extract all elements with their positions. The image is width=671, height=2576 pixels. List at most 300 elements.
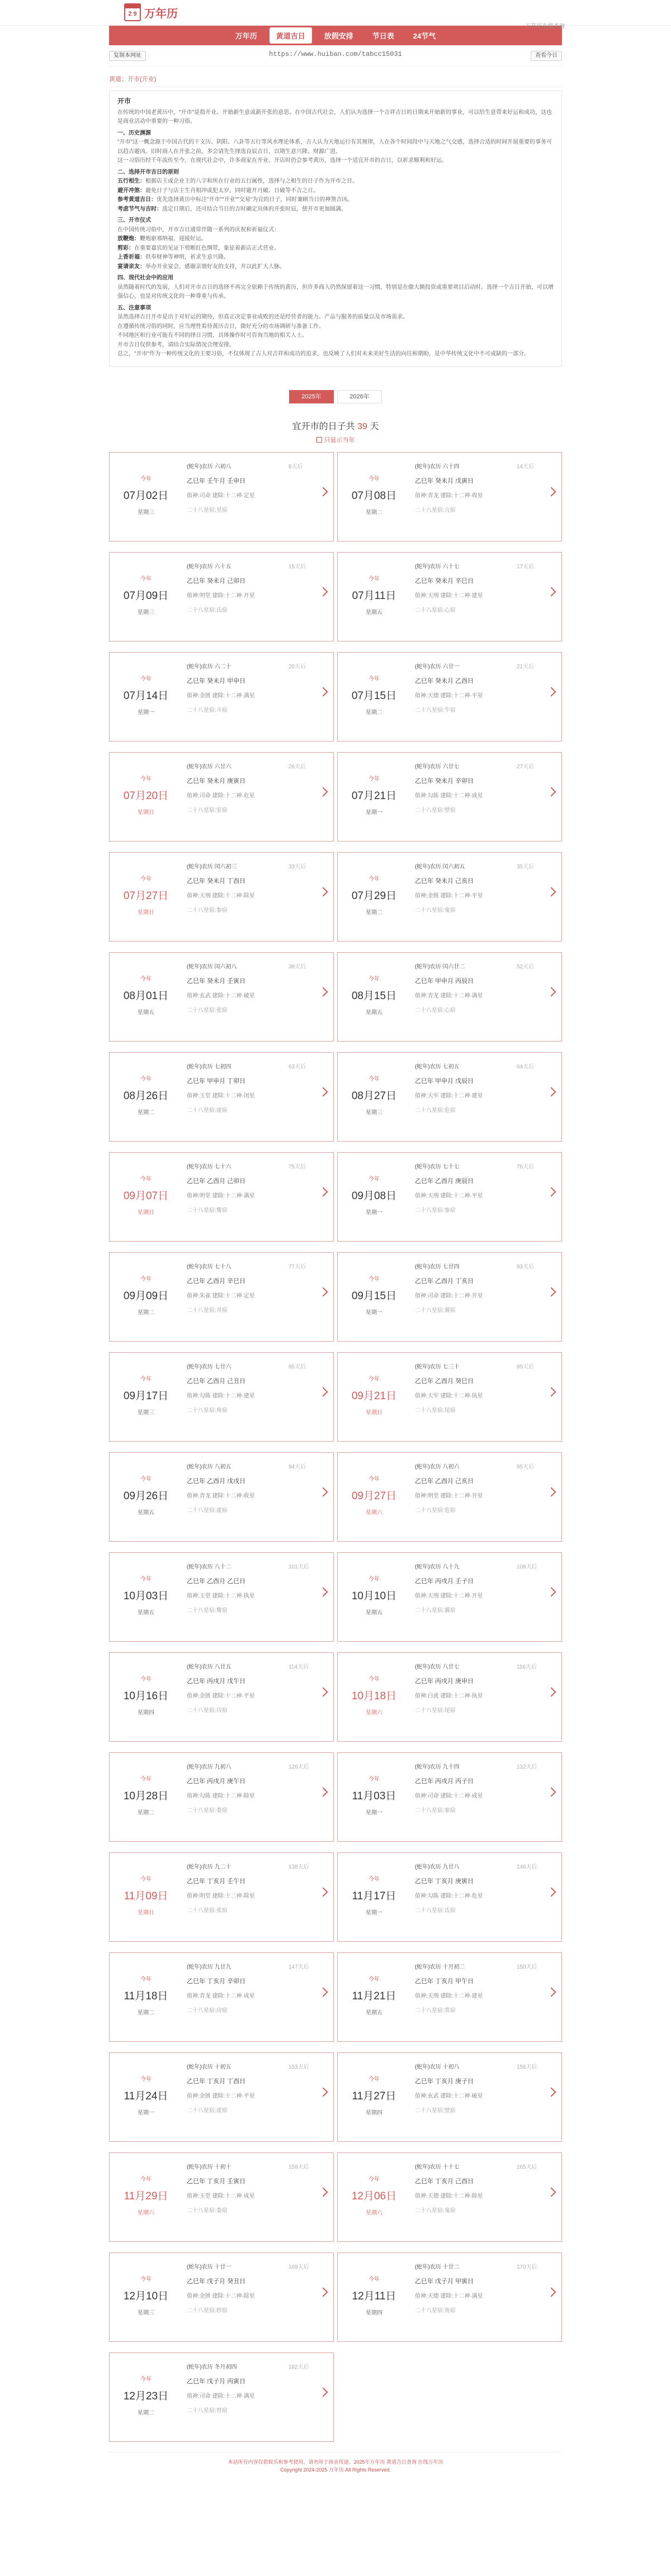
- day-card[interactable]: [109, 952, 334, 1042]
- card-mansion: 二十八星宿:斗宿: [187, 707, 228, 714]
- section-heading: 一、历史渊源: [117, 130, 151, 136]
- chevron-right-icon: [547, 1787, 556, 1796]
- chevron-right-icon: [547, 1687, 556, 1696]
- calendar-icon: 2 9: [124, 3, 141, 21]
- year-tabs: [109, 390, 562, 403]
- day-card[interactable]: [109, 2052, 334, 2142]
- section-item: [117, 205, 554, 215]
- card-date-block: [110, 2053, 182, 2141]
- tab-year[interactable]: 2025年: [289, 390, 334, 403]
- card-mansion: 二十八星宿:尾宿: [415, 1707, 456, 1714]
- card-lunar-date: (蛇年)农历 七十七: [415, 1163, 460, 1170]
- card-days-later: 75天后: [289, 1163, 306, 1170]
- day-card[interactable]: [109, 1152, 334, 1242]
- item-text: 选定日期后，还可结合当日的吉时确定具体的开张时辰，使开市更加圆满。: [162, 206, 347, 212]
- card-lunar-date: (蛇年)农历 六廿一: [415, 663, 460, 670]
- footer: [109, 2452, 562, 2480]
- card-ganzhi: 乙巳年 丁亥月 壬寅日: [187, 2178, 246, 2185]
- card-days-later: 14天后: [517, 463, 535, 470]
- card-date: 11月09日: [124, 1890, 168, 1902]
- card-duty-god: 值神:天刑 建除:十二神·除星: [187, 892, 255, 899]
- hide-past-label: 只显示当年: [324, 436, 355, 444]
- card-lunar-date: (蛇年)农历 六十五: [187, 563, 231, 570]
- card-duty-god: 值神:青龙 建除:十二神·收星: [415, 492, 483, 499]
- card-weekday: 星期日: [366, 1409, 382, 1416]
- card-duty-god: 值神:金匮 建除:十二神·平星: [187, 1693, 255, 1699]
- nav-item[interactable]: 放假安排: [324, 32, 353, 40]
- day-card[interactable]: [109, 752, 334, 842]
- card-lunar-date: (蛇年)农历 八廿五: [187, 1664, 231, 1670]
- tab-year[interactable]: 2026年: [337, 390, 382, 403]
- section-item: [117, 226, 554, 235]
- card-mansion: 二十八星宿:壁宿: [415, 807, 456, 814]
- card-lunar-date: (蛇年)农历 七十六: [187, 1163, 231, 1170]
- card-date: 09月09日: [123, 1290, 169, 1302]
- card-lunar-date: (蛇年)农历 十廿二: [415, 2264, 460, 2270]
- card-year-label: 今年: [140, 776, 152, 782]
- card-year-label: 今年: [368, 2276, 380, 2283]
- card-date-block: [338, 553, 410, 641]
- card-mansion: 二十八星宿:胃宿: [187, 2407, 228, 2414]
- card-days-later: 35天后: [517, 863, 535, 870]
- chevron-right-icon: [547, 1487, 556, 1496]
- card-lunar-date: (蛇年)农历 十廿一: [187, 2264, 231, 2270]
- card-date: 09月27日: [351, 1490, 397, 1502]
- card-ganzhi: 乙巳年 癸未月 戊寅日: [415, 477, 474, 484]
- chevron-right-icon: [319, 2187, 328, 2197]
- day-card[interactable]: [109, 2152, 334, 2242]
- card-date-block: [110, 2353, 182, 2441]
- card-weekday: 星期一: [138, 709, 154, 716]
- card-duty-god: 值神:明堂 建除:十二神·满星: [187, 1192, 255, 1199]
- card-days-later: 89天后: [517, 1363, 535, 1370]
- card-year-label: 今年: [140, 2376, 152, 2383]
- card-mansion: 二十八星宿:箕宿: [415, 2007, 456, 2014]
- item-label: 避开冲煞：: [117, 187, 145, 194]
- card-mansion: 二十八星宿:氐宿: [415, 1907, 456, 1914]
- card-weekday: 星期一: [366, 809, 382, 816]
- card-days-later: 114天后: [289, 1664, 309, 1670]
- card-year-label: 今年: [140, 1176, 152, 1182]
- card-days-later: 132天后: [517, 1764, 537, 1770]
- card-lunar-date: (蛇年)农历 九二十: [187, 1864, 231, 1870]
- card-lunar-date: (蛇年)农历 六二十: [187, 663, 231, 670]
- chevron-right-icon: [547, 1287, 556, 1296]
- card-mansion: 二十八星宿:娄宿: [187, 1807, 228, 1814]
- card-date-block: [338, 1053, 410, 1141]
- card-weekday: 星期二: [138, 1109, 154, 1116]
- card-weekday: 星期二: [138, 2409, 154, 2416]
- item-label: 放鞭炮：: [117, 236, 140, 242]
- card-duty-god: 值神:司命 建除:十二神·定星: [187, 492, 255, 499]
- card-weekday: 星期五: [366, 1609, 382, 1616]
- card-lunar-date: (蛇年)农历 七初四: [187, 1063, 231, 1070]
- section-item: [117, 235, 554, 244]
- chevron-right-icon: [319, 1987, 328, 1997]
- card-days-later: 8天后: [289, 463, 303, 470]
- card-mansion: 二十八星宿:张宿: [187, 1907, 228, 1914]
- card-date: 10月18日: [351, 1690, 397, 1702]
- card-duty-god: 值神:司命 建除:十二神·危星: [187, 792, 255, 799]
- card-weekday: 星期一: [366, 1309, 382, 1316]
- day-card[interactable]: [337, 1352, 562, 1442]
- card-date: 08月26日: [123, 1090, 169, 1102]
- day-card[interactable]: [109, 1352, 334, 1442]
- card-days-later: 83天后: [517, 1263, 535, 1270]
- summary-count: 39: [357, 421, 367, 431]
- copy-url-button[interactable]: 复制本网址: [109, 51, 146, 61]
- card-date: 07月11日: [352, 590, 396, 602]
- day-card[interactable]: [337, 1652, 562, 1742]
- today-button[interactable]: 查看今日: [531, 51, 562, 61]
- section-heading: 三、开市仪式: [117, 217, 151, 224]
- item-label: 参考黄道吉日：: [117, 197, 157, 203]
- card-duty-god: 值神:司命 建除:十二神·开星: [415, 1292, 483, 1299]
- card-year-label: 今年: [368, 976, 380, 982]
- card-lunar-date: (蛇年)农历 七初五: [415, 1063, 460, 1070]
- card-days-later: 17天后: [517, 563, 535, 570]
- chevron-right-icon: [547, 1087, 556, 1096]
- day-card[interactable]: [337, 2152, 562, 2242]
- nav-item[interactable]: 万年历: [235, 32, 257, 40]
- card-days-later: 21天后: [517, 663, 535, 670]
- card-weekday: 星期五: [138, 1609, 154, 1616]
- day-list: [109, 452, 562, 2442]
- card-lunar-date: (蛇年)农历 冬月初四: [187, 2364, 237, 2370]
- card-date-block: [110, 453, 182, 541]
- card-ganzhi: 乙巳年 癸未月 丁酉日: [187, 877, 246, 885]
- card-weekday: 星期三: [138, 2309, 154, 2316]
- card-date: 09月15日: [351, 1290, 397, 1302]
- card-weekday: 星期五: [366, 1009, 382, 1016]
- card-date-block: [110, 1853, 182, 1941]
- section-heading: 二、选择开市吉日的原则: [117, 169, 179, 175]
- day-card[interactable]: [109, 1252, 334, 1342]
- card-date-block: [110, 1653, 182, 1741]
- card-lunar-date: (蛇年)农历 六十四: [415, 463, 460, 470]
- card-lunar-date: (蛇年)农历 闰六初八: [187, 963, 237, 970]
- item-text: 供奉财神等神明，祈求生意兴隆。: [145, 254, 229, 260]
- card-date-block: [110, 1053, 182, 1141]
- card-lunar-date: (蛇年)农历 八初五: [187, 1463, 231, 1470]
- breadcrumb[interactable]: 黄道：开市(开业): [109, 74, 562, 87]
- day-card[interactable]: [337, 1552, 562, 1642]
- article-intro: 在传统的中国老黄历中，"开市"是指开业、开始新生意或新开张的意思。在中国古代社会，人们认为选择一个吉祥吉日的日期来开始新的事业，可以给生意带来好运和成功，这也是商业活动中重要的一种习俗。: [117, 109, 552, 125]
- card-days-later: 101天后: [289, 1563, 309, 1570]
- section-item: [117, 253, 554, 263]
- card-date: 09月08日: [351, 1190, 397, 1202]
- card-mansion: 二十八星宿:虚宿: [187, 1507, 228, 1514]
- card-year-label: 今年: [140, 2176, 152, 2183]
- card-days-later: 182天后: [289, 2364, 309, 2370]
- card-date-block: [338, 1653, 410, 1741]
- card-duty-god: 值神:天刑 建除:十二神·建星: [415, 1993, 483, 1999]
- item-text: 举办开业宴会，感谢亲朋好友的支持，并以此扩大人脉。: [145, 263, 285, 270]
- day-card[interactable]: [337, 1452, 562, 1542]
- card-weekday: 星期四: [366, 2109, 382, 2116]
- card-date-block: [338, 853, 410, 941]
- card-ganzhi: 乙巳年 丙戌月 戊午日: [187, 1677, 246, 1685]
- day-card[interactable]: [109, 1652, 334, 1742]
- section-item: [117, 244, 554, 254]
- day-card[interactable]: [109, 552, 334, 641]
- card-date: 12月11日: [352, 2290, 396, 2302]
- card-weekday: 星期四: [366, 2309, 382, 2316]
- card-date: 11月27日: [352, 2090, 396, 2102]
- chevron-right-icon: [319, 1587, 328, 1596]
- card-date: 07月21日: [351, 790, 397, 802]
- card-days-later: 146天后: [517, 1864, 537, 1870]
- chevron-right-icon: [547, 1887, 556, 1897]
- day-card[interactable]: [109, 852, 334, 942]
- card-mansion: 二十八星宿:室宿: [187, 807, 228, 814]
- card-weekday: 星期日: [138, 809, 154, 816]
- card-date-block: [110, 1953, 182, 2041]
- nav-item[interactable]: 24节气: [413, 32, 436, 40]
- card-ganzhi: 乙巳年 丙戌月 庚申日: [415, 1677, 474, 1685]
- card-ganzhi: 乙巳年 丁亥月 丁酉日: [187, 2078, 246, 2085]
- card-ganzhi: 乙巳年 甲申月 丁卯日: [187, 1077, 246, 1085]
- card-year-label: 今年: [140, 876, 152, 882]
- card-date: 11月24日: [124, 2090, 168, 2102]
- card-ganzhi: 乙巳年 乙酉月 丁亥日: [415, 1277, 474, 1285]
- card-date: 09月07日: [123, 1190, 169, 1202]
- item-text: 优先选择黄历中标注"开市""开业""交易"为宜的日子，同时兼顾当日的神煞吉凶。: [157, 197, 353, 203]
- card-date: 12月06日: [351, 2190, 397, 2202]
- chevron-right-icon: [319, 587, 328, 596]
- card-date-block: [338, 1753, 410, 1841]
- day-card[interactable]: [109, 1552, 334, 1642]
- footer-disclaimer: 本站所有内容仅供娱乐和参考使用，请勿用于商业用途。2025年万年历 黄道吉日查询 在线万年历: [228, 2459, 443, 2465]
- card-mansion: 二十八星宿:星宿: [187, 507, 228, 514]
- article: [109, 91, 562, 367]
- day-card[interactable]: [337, 2052, 562, 2142]
- card-year-label: 今年: [140, 1076, 152, 1082]
- card-duty-god: 值神:司命 建除:十二神·成星: [415, 1793, 483, 1799]
- chevron-right-icon: [319, 2387, 328, 2397]
- day-card[interactable]: [337, 952, 562, 1042]
- section-paragraph: 不同地区和行业可能有不同的择日习惯，具体操作时可咨询当地的相关人士。: [117, 332, 308, 339]
- card-date: 10月16日: [123, 1690, 169, 1702]
- chevron-right-icon: [319, 1887, 328, 1897]
- article-conclusion: 总之，"开市"作为一种传统文化的主要习俗，不仅体现了古人对吉祥和成功的追求，也反映了人们对未来美好生活的向往和期盼，是中华传统文化中不可或缺的一部分。: [117, 351, 530, 357]
- card-mansion: 二十八星宿:角宿: [415, 2307, 456, 2314]
- card-ganzhi: 乙巳年 癸未月 辛巳日: [415, 577, 474, 584]
- day-card[interactable]: [109, 1452, 334, 1542]
- summary-prefix: 宜开市的日子共: [292, 421, 355, 431]
- day-card[interactable]: [109, 1752, 334, 1842]
- card-year-label: 今年: [140, 1276, 152, 1282]
- card-weekday: 星期二: [366, 709, 382, 716]
- card-date: 12月23日: [123, 2390, 169, 2402]
- card-date: 07月02日: [123, 489, 169, 502]
- section-item: [117, 196, 554, 205]
- card-weekday: 星期四: [138, 1709, 154, 1716]
- card-year-label: 今年: [368, 1376, 380, 1382]
- day-card[interactable]: [109, 2252, 334, 2342]
- card-year-label: 今年: [368, 1976, 380, 1983]
- card-date: 09月17日: [123, 1390, 169, 1402]
- card-weekday: 星期日: [138, 1909, 154, 1916]
- card-year-label: 今年: [368, 1176, 380, 1182]
- day-card[interactable]: [337, 1752, 562, 1842]
- card-weekday: 星期五: [138, 1509, 154, 1516]
- day-card[interactable]: [109, 1052, 334, 1142]
- card-days-later: 126天后: [289, 1764, 309, 1770]
- card-mansion: 二十八星宿:参宿: [187, 907, 228, 914]
- card-date: 09月21日: [351, 1390, 397, 1402]
- card-year-label: 今年: [368, 1276, 380, 1282]
- day-card[interactable]: [337, 852, 562, 942]
- card-date-block: [338, 2153, 410, 2241]
- card-ganzhi: 乙巳年 丁亥月 甲午日: [415, 1978, 474, 1985]
- result-summary: [109, 419, 562, 432]
- card-ganzhi: 乙巳年 乙酉月 乙巳日: [187, 1577, 246, 1585]
- day-card[interactable]: [337, 1152, 562, 1242]
- card-days-later: 20天后: [289, 663, 306, 670]
- card-weekday: 星期六: [366, 1709, 382, 1716]
- card-year-label: 今年: [368, 1676, 380, 1683]
- card-lunar-date: (蛇年)农历 九初八: [187, 1764, 231, 1770]
- card-date-block: [110, 1253, 182, 1341]
- card-year-label: 今年: [368, 576, 380, 582]
- day-card[interactable]: [337, 552, 562, 641]
- card-ganzhi: 乙巳年 癸未月 辛卯日: [415, 777, 474, 785]
- card-days-later: 94天后: [289, 1463, 306, 1470]
- card-lunar-date: (蛇年)农历 八十九: [415, 1563, 460, 1570]
- card-date: 07月08日: [351, 489, 397, 502]
- card-duty-god: 值神:金匮 建除:十二神·满星: [187, 692, 255, 699]
- card-mansion: 二十八星宿:觜宿: [187, 1607, 228, 1614]
- chevron-right-icon: [547, 1387, 556, 1396]
- card-date-block: [338, 1453, 410, 1541]
- card-date: 11月21日: [352, 1990, 396, 2002]
- card-duty-god: 值神:天德 建除:十二神·平星: [415, 692, 483, 699]
- card-weekday: 星期一: [366, 1209, 382, 1216]
- card-lunar-date: (蛇年)农历 十初八: [415, 2064, 460, 2070]
- card-date-block: [110, 1553, 182, 1641]
- card-duty-god: 值神:玉堂 建除:十二神·执星: [187, 1593, 255, 1599]
- site-header: [0, 0, 671, 30]
- card-days-later: 26天后: [289, 763, 306, 770]
- card-duty-god: 值神:白虎 建除:十二神·执星: [415, 1693, 483, 1699]
- day-card[interactable]: [337, 752, 562, 842]
- card-lunar-date: (蛇年)农历 闰六廿二: [415, 963, 465, 970]
- footer-copyright: Copyright 2024-2025 万年历 All Rights Reserved.: [280, 2466, 391, 2473]
- card-weekday: 星期三: [138, 609, 154, 616]
- card-date-block: [338, 1953, 410, 2041]
- card-ganzhi: 乙巳年 乙酉月 戊戌日: [187, 1477, 246, 1485]
- day-card[interactable]: [109, 452, 334, 541]
- nav-item[interactable]: 节日表: [372, 32, 394, 40]
- card-lunar-date: (蛇年)农历 十初十: [187, 2164, 231, 2170]
- card-duty-god: 值神:金匮 建除:十二神·除星: [187, 2293, 255, 2299]
- card-year-label: 今年: [368, 676, 380, 682]
- card-lunar-date: (蛇年)农历 七三十: [415, 1363, 460, 1370]
- day-card[interactable]: [109, 1852, 334, 1942]
- day-card[interactable]: [337, 1252, 562, 1342]
- card-mansion: 二十八星宿:房宿: [187, 1707, 228, 1714]
- section-paragraph: 开市吉日仅供参考，请结合实际情况合理安排。: [117, 341, 235, 348]
- card-mansion: 二十八星宿:角宿: [187, 1407, 228, 1414]
- card-ganzhi: 乙巳年 乙酉月 辛巳日: [187, 1277, 246, 1285]
- card-date-block: [110, 1353, 182, 1441]
- card-duty-god: 值神:天刑 建除:十二神·开星: [415, 1593, 483, 1599]
- card-date-block: [338, 1153, 410, 1241]
- card-ganzhi: 乙巳年 丁亥月 辛卯日: [187, 1978, 246, 1985]
- card-lunar-date: (蛇年)农历 十初五: [187, 2064, 231, 2070]
- card-date: 07月15日: [351, 690, 397, 702]
- card-ganzhi: 乙巳年 乙酉月 己卯日: [187, 1177, 246, 1185]
- card-weekday: 星期六: [366, 1509, 382, 1516]
- card-date-block: [338, 753, 410, 841]
- card-mansion: 二十八星宿:参宿: [415, 1207, 456, 1214]
- card-mansion: 二十八星宿:房宿: [187, 2007, 228, 2014]
- card-year-label: 今年: [140, 1676, 152, 1683]
- nav-item[interactable]: 黄道吉日: [270, 27, 312, 44]
- card-date-block: [110, 653, 182, 741]
- card-days-later: 108天后: [517, 1563, 537, 1570]
- card-year-label: 今年: [140, 2076, 152, 2083]
- item-label: 五行相生：: [117, 178, 145, 184]
- card-lunar-date: (蛇年)农历 闰六初五: [415, 863, 465, 870]
- card-date-block: [338, 2253, 410, 2341]
- card-date: 11月18日: [124, 1990, 168, 2002]
- card-duty-god: 值神:玄武 建除:十二神·破星: [187, 992, 255, 999]
- card-ganzhi: 乙巳年 丙戌月 丙子日: [415, 1777, 474, 1785]
- article-sections: [117, 129, 554, 350]
- card-days-later: 15天后: [289, 563, 306, 570]
- card-duty-god: 值神:天德 建除:十二神·除星: [415, 2193, 483, 2199]
- day-card[interactable]: [337, 2252, 562, 2342]
- card-weekday: 星期二: [366, 909, 382, 916]
- card-mansion: 二十八星宿:娄宿: [187, 2207, 228, 2214]
- card-days-later: 63天后: [289, 1063, 306, 1070]
- day-card[interactable]: [109, 2352, 334, 2442]
- card-duty-god: 值神:天刑 建除:十二神·平星: [415, 1192, 483, 1199]
- chevron-right-icon: [547, 2187, 556, 2197]
- item-text: 避免日子与店主生肖相冲或犯太岁，同时避开月破、日破等不吉之日。: [145, 187, 319, 194]
- card-date-block: [338, 1853, 410, 1941]
- card-ganzhi: 乙巳年 癸未月 庚寅日: [187, 777, 246, 785]
- card-days-later: 150天后: [517, 1964, 537, 1970]
- main-nav: [109, 26, 562, 45]
- item-text: 鞭炮驱邪纳福，迎接好运。: [140, 236, 207, 242]
- day-card[interactable]: [337, 1052, 562, 1142]
- chevron-right-icon: [547, 487, 556, 496]
- card-mansion: 二十八星宿:虚宿: [187, 2107, 228, 2114]
- chevron-right-icon: [319, 987, 328, 996]
- card-mansion: 二十八星宿:虚宿: [187, 1107, 228, 1114]
- card-ganzhi: 乙巳年 癸未月 己卯日: [187, 577, 246, 584]
- header-slogan: 万年历在线查询: [526, 23, 565, 30]
- card-year-label: 今年: [368, 876, 380, 882]
- card-duty-god: 值神:明堂 建除:十二神·除星: [187, 1893, 255, 1899]
- card-year-label: 今年: [368, 776, 380, 782]
- day-card[interactable]: [109, 1952, 334, 2042]
- card-mansion: 二十八星宿:张宿: [187, 1007, 228, 1014]
- card-ganzhi: 乙巳年 甲申月 丙辰日: [415, 977, 474, 985]
- logo-link[interactable]: [124, 3, 178, 21]
- day-card[interactable]: [337, 652, 562, 742]
- hide-past-toggle[interactable]: [109, 435, 562, 444]
- card-ganzhi: 乙巳年 乙酉月 庚辰日: [415, 1177, 474, 1185]
- card-weekday: 星期二: [366, 509, 382, 516]
- day-card[interactable]: [337, 1852, 562, 1942]
- day-card[interactable]: [337, 452, 562, 541]
- day-card[interactable]: [337, 1952, 562, 2042]
- day-card[interactable]: [109, 652, 334, 742]
